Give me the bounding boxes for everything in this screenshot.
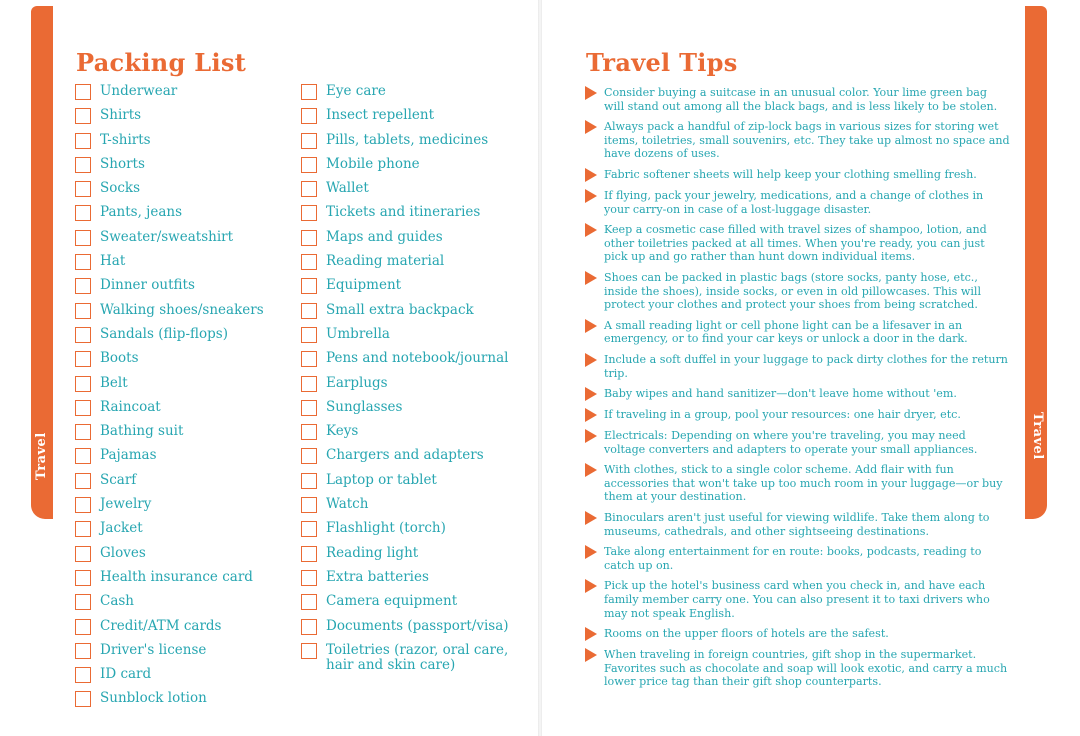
checkbox[interactable] <box>301 424 317 440</box>
packing-item-label: Flashlight (torch) <box>326 520 446 537</box>
packing-item <box>301 546 521 562</box>
packing-item <box>75 351 290 367</box>
packing-item <box>75 473 290 489</box>
packing-item <box>75 230 290 246</box>
checkbox[interactable] <box>75 84 91 100</box>
packing-item <box>301 643 521 673</box>
checkbox[interactable] <box>75 278 91 294</box>
checkbox[interactable] <box>301 327 317 343</box>
packing-item <box>301 230 521 246</box>
packing-item-label: Sunblock lotion <box>100 690 207 707</box>
packing-item-label: Hat <box>100 253 126 270</box>
packing-item <box>301 619 521 635</box>
triangle-bullet-icon <box>585 120 597 134</box>
packing-item-label: Jacket <box>100 520 143 537</box>
packing-item <box>75 691 290 707</box>
checkbox[interactable] <box>75 205 91 221</box>
tip-item <box>585 579 1010 620</box>
packing-item-label: Umbrella <box>326 325 390 342</box>
book-gutter <box>538 0 542 736</box>
tip-text: With clothes, stick to a single color scheme. Add flair with fun accessories that won't take up too much room in your luggage—or buy them at your destination. <box>604 463 1003 504</box>
packing-item-label: Pens and notebook/journal <box>326 350 509 367</box>
packing-item-label: Driver's license <box>100 641 207 658</box>
packing-item <box>75 594 290 610</box>
packing-item-label: Reading material <box>326 253 445 270</box>
tip-text: Rooms on the upper floors of hotels are the safest. <box>604 627 889 641</box>
checkbox[interactable] <box>301 643 317 659</box>
checkbox[interactable] <box>301 108 317 124</box>
packing-item-label: ID card <box>100 666 152 683</box>
packing-item <box>75 667 290 683</box>
packing-item-label: Pants, jeans <box>100 204 183 221</box>
packing-item <box>301 400 521 416</box>
checkbox[interactable] <box>75 376 91 392</box>
packing-item <box>301 497 521 513</box>
packing-item <box>301 521 521 537</box>
packing-item-label: Tickets and itineraries <box>326 204 481 221</box>
packing-item-label: Health insurance card <box>100 568 253 585</box>
checkbox[interactable] <box>301 303 317 319</box>
checkbox[interactable] <box>301 521 317 537</box>
packing-item <box>75 205 290 221</box>
packing-item-label: Laptop or tablet <box>326 471 437 488</box>
checkbox[interactable] <box>301 157 317 173</box>
triangle-bullet-icon <box>585 627 597 641</box>
checkbox[interactable] <box>75 230 91 246</box>
checkbox[interactable] <box>301 278 317 294</box>
packing-item-label: Toiletries (razor, oral care, hair and skin care) <box>326 641 509 673</box>
tip-text: Binoculars aren't just useful for viewing wildlife. Take them along to museums, cathedrals, and other sightseeing destinations. <box>604 511 990 538</box>
packing-item-label: Documents (passport/visa) <box>326 617 509 634</box>
tip-text: Pick up the hotel's business card when you check in, and have each family member carry one. You can also present it to taxi drivers who may not speak English. <box>604 579 990 620</box>
packing-item-label: Keys <box>326 423 359 440</box>
tip-text: A small reading light or cell phone light can be a lifesaver in an emergency, or to find your car keys or unlock a door in the dark. <box>604 318 968 346</box>
packing-item <box>75 400 290 416</box>
packing-item-label: Sunglasses <box>326 398 403 415</box>
checkbox[interactable] <box>301 351 317 367</box>
checkbox[interactable] <box>75 303 91 319</box>
checkbox[interactable] <box>75 351 91 367</box>
packing-item <box>75 570 290 586</box>
packing-item-label: Extra batteries <box>326 568 429 585</box>
checkbox[interactable] <box>301 230 317 246</box>
checkbox[interactable] <box>75 643 91 659</box>
tip-item <box>585 463 1010 504</box>
packing-item <box>301 594 521 610</box>
packing-item <box>75 303 290 319</box>
tip-item <box>585 223 1010 264</box>
checkbox[interactable] <box>75 594 91 610</box>
triangle-bullet-icon <box>585 545 597 559</box>
checkbox[interactable] <box>75 667 91 683</box>
packing-list-column-2 <box>301 84 521 681</box>
checkbox[interactable] <box>75 521 91 537</box>
checkbox[interactable] <box>301 448 317 464</box>
packing-list-column-1 <box>75 84 290 716</box>
tip-item <box>585 511 1010 538</box>
triangle-bullet-icon <box>585 387 597 401</box>
packing-item <box>301 303 521 319</box>
tip-item <box>585 627 1010 641</box>
triangle-bullet-icon <box>585 86 597 100</box>
triangle-bullet-icon <box>585 463 597 477</box>
packing-item <box>75 254 290 270</box>
checkbox[interactable] <box>301 133 317 149</box>
packing-item-label: Gloves <box>100 544 146 561</box>
checkbox[interactable] <box>301 473 317 489</box>
triangle-bullet-icon <box>585 353 597 367</box>
checkbox[interactable] <box>75 546 91 562</box>
packing-item <box>75 643 290 659</box>
tip-text: Fabric softener sheets will help keep your clothing smelling fresh. <box>604 167 977 181</box>
packing-item-label: Scarf <box>100 471 137 488</box>
packing-item-label: Walking shoes/sneakers <box>100 301 264 318</box>
packing-item <box>75 181 290 197</box>
packing-list-title: Packing List <box>76 48 247 77</box>
packing-item <box>301 278 521 294</box>
tip-item <box>585 387 1010 401</box>
packing-item-label: Maps and guides <box>326 228 443 245</box>
triangle-bullet-icon <box>585 189 597 203</box>
travel-tips-title: Travel Tips <box>586 48 738 77</box>
packing-item <box>301 351 521 367</box>
checkbox[interactable] <box>75 691 91 707</box>
packing-item-label: Underwear <box>100 83 178 99</box>
checkbox[interactable] <box>301 546 317 562</box>
tip-item <box>585 168 1010 182</box>
travel-tips-list <box>585 86 1010 696</box>
section-tab-label: Travel <box>34 432 49 480</box>
triangle-bullet-icon <box>585 511 597 525</box>
tip-item <box>585 429 1010 456</box>
triangle-bullet-icon <box>585 168 597 182</box>
tip-text: Electricals: Depending on where you're traveling, you may need voltage converters and adapters to operate your small appliances. <box>604 429 978 456</box>
tip-text: Keep a cosmetic case filled with travel sizes of shampoo, lotion, and other toiletries packed at all times. When you're ready, you can just pick up and go rather than hunt down individual items. <box>604 223 987 264</box>
packing-item-label: Pills, tablets, medicines <box>326 131 489 148</box>
checkbox[interactable] <box>75 327 91 343</box>
packing-item-label: Equipment <box>326 277 402 294</box>
packing-item <box>75 108 290 124</box>
checkbox[interactable] <box>75 157 91 173</box>
checkbox[interactable] <box>75 254 91 270</box>
checkbox[interactable] <box>301 181 317 197</box>
packing-item-label: Bathing suit <box>100 423 184 440</box>
section-tab-label: Travel <box>1030 412 1045 460</box>
packing-item-label: Shorts <box>100 155 145 172</box>
packing-item <box>75 546 290 562</box>
packing-item <box>301 424 521 440</box>
packing-item-label: Mobile phone <box>326 155 420 172</box>
packing-item <box>301 570 521 586</box>
packing-item <box>75 619 290 635</box>
checkbox[interactable] <box>301 400 317 416</box>
packing-item-label: Belt <box>100 374 128 391</box>
tip-item <box>585 353 1010 380</box>
checkbox[interactable] <box>75 424 91 440</box>
packing-item <box>301 254 521 270</box>
checkbox[interactable] <box>301 497 317 513</box>
packing-item <box>75 278 290 294</box>
tip-text: Include a soft duffel in your luggage to pack dirty clothes for the return trip. <box>604 352 1008 380</box>
packing-item-label: Sandals (flip-flops) <box>100 325 228 342</box>
packing-item <box>301 108 521 124</box>
packing-item-label: Watch <box>326 496 369 513</box>
tip-text: Baby wipes and hand sanitizer—don't leave home without 'em. <box>604 387 957 401</box>
packing-item <box>75 521 290 537</box>
checkbox[interactable] <box>301 254 317 270</box>
tip-item <box>585 545 1010 572</box>
packing-item-label: Chargers and adapters <box>326 447 484 464</box>
tip-text: Take along entertainment for en route: books, podcasts, reading to catch up on. <box>604 545 982 572</box>
packing-item <box>75 84 290 100</box>
tip-item <box>585 271 1010 312</box>
packing-item-label: Credit/ATM cards <box>100 617 222 634</box>
packing-item <box>301 84 521 100</box>
checkbox[interactable] <box>75 400 91 416</box>
packing-item <box>75 376 290 392</box>
packing-item-label: Boots <box>100 350 139 367</box>
checkbox[interactable] <box>75 570 91 586</box>
packing-item <box>301 205 521 221</box>
section-tab-left <box>31 6 53 519</box>
tip-item <box>585 408 1010 422</box>
checkbox[interactable] <box>75 181 91 197</box>
packing-item-label: Wallet <box>326 180 369 197</box>
packing-item-label: Socks <box>100 180 141 197</box>
tip-text: Shoes can be packed in plastic bags (store socks, panty hose, etc., inside the shoes), inside socks, or even in old pillowcases. This will protect your clothes and protect your shoes from being scratched. <box>604 270 982 312</box>
checkbox[interactable] <box>75 473 91 489</box>
packing-item <box>75 157 290 173</box>
checkbox[interactable] <box>75 108 91 124</box>
packing-item <box>301 327 521 343</box>
packing-item <box>75 133 290 149</box>
tip-item <box>585 189 1010 216</box>
packing-item <box>301 181 521 197</box>
checkbox[interactable] <box>301 594 317 610</box>
packing-item-label: Shirts <box>100 107 142 124</box>
packing-item <box>301 448 521 464</box>
packing-item <box>75 327 290 343</box>
triangle-bullet-icon <box>585 579 597 593</box>
packing-item-label: Dinner outfits <box>100 277 195 294</box>
checkbox[interactable] <box>301 205 317 221</box>
triangle-bullet-icon <box>585 648 597 662</box>
checkbox[interactable] <box>75 497 91 513</box>
checkbox[interactable] <box>75 619 91 635</box>
tip-item <box>585 86 1010 113</box>
checkbox[interactable] <box>75 448 91 464</box>
packing-item <box>75 497 290 513</box>
packing-item-label: Pajamas <box>100 447 157 464</box>
packing-item <box>75 424 290 440</box>
checkbox[interactable] <box>301 376 317 392</box>
checkbox[interactable] <box>301 619 317 635</box>
packing-item-label: Insect repellent <box>326 107 435 124</box>
packing-item-label: Eye care <box>326 83 386 99</box>
checkbox[interactable] <box>301 84 317 100</box>
tip-text: When traveling in foreign countries, gift shop in the supermarket. Favorites such as chocolate and soap will look exotic, and carry a much lower price tag than their gift shop counterparts. <box>604 648 1008 689</box>
packing-item-label: Small extra backpack <box>326 301 474 318</box>
tip-item <box>585 319 1010 346</box>
tip-item <box>585 648 1010 689</box>
triangle-bullet-icon <box>585 429 597 443</box>
packing-item <box>301 473 521 489</box>
packing-item <box>75 448 290 464</box>
checkbox[interactable] <box>75 133 91 149</box>
checkbox[interactable] <box>301 570 317 586</box>
packing-item-label: T-shirts <box>100 131 151 148</box>
tip-text: If traveling in a group, pool your resources: one hair dryer, etc. <box>604 408 961 422</box>
packing-item-label: Jewelry <box>100 496 152 513</box>
tip-text: If flying, pack your jewelry, medications, and a change of clothes in your carry-on in case of a lost-luggage disaster. <box>604 188 984 216</box>
packing-item <box>301 376 521 392</box>
packing-item-label: Reading light <box>326 544 419 561</box>
packing-item-label: Raincoat <box>100 398 161 415</box>
triangle-bullet-icon <box>585 271 597 285</box>
section-tab-right <box>1025 6 1047 519</box>
packing-item-label: Earplugs <box>326 374 388 391</box>
packing-item <box>301 133 521 149</box>
triangle-bullet-icon <box>585 223 597 237</box>
tip-text: Always pack a handful of zip-lock bags in various sizes for storing wet items, toiletries, small souvenirs, etc. They take up almost no space and have dozens of uses. <box>604 120 1010 161</box>
tip-text: Consider buying a suitcase in an unusual color. Your lime green bag will stand out among all the black bags, and is less likely to be stolen. <box>604 86 998 113</box>
packing-item-label: Cash <box>100 593 135 610</box>
packing-item-label: Camera equipment <box>326 593 458 610</box>
packing-item <box>301 157 521 173</box>
packing-item-label: Sweater/sweatshirt <box>100 228 234 245</box>
tip-item <box>585 120 1010 161</box>
triangle-bullet-icon <box>585 408 597 422</box>
triangle-bullet-icon <box>585 319 597 333</box>
